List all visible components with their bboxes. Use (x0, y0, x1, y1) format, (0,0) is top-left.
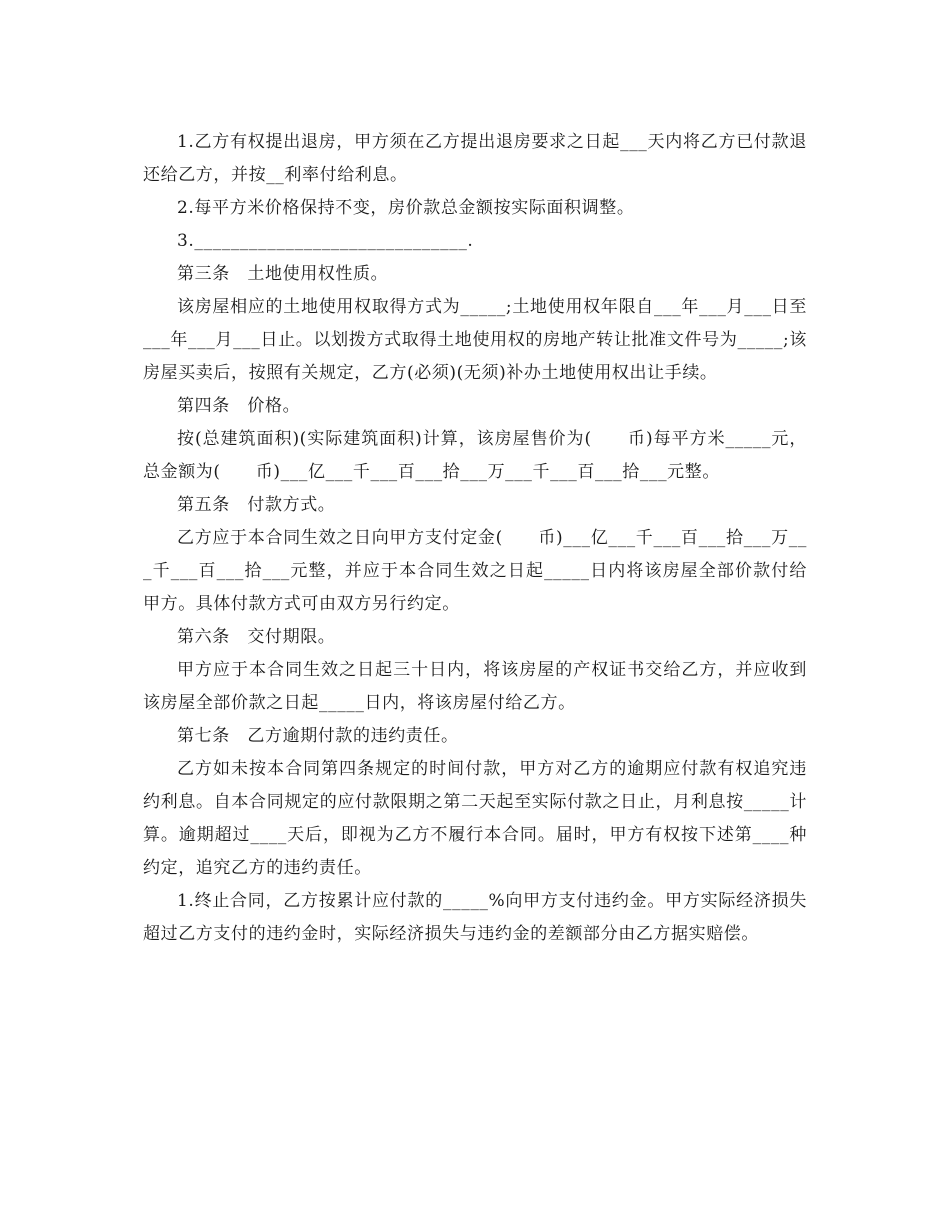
article-3-heading: 第三条 土地使用权性质。 (177, 264, 389, 284)
paragraph-price-unchanged: 2.每平方米价格保持不变，房价款总金额按实际面积调整。 (177, 198, 635, 218)
article-5-heading: 第五条 付款方式。 (177, 495, 336, 515)
paragraph-price: 按(总建筑面积)(实际建筑面积)计算，该房屋售价为( 币)每平方米_____元，总金额为( 币)___亿___千___百___拾___万___千___百___拾___元整。 (143, 429, 807, 482)
paragraph-delivery-period: 甲方应于本合同生效之日起三十日内，将该房屋的产权证书交给乙方，并应收到该房屋全部价款之日起_____日内，将该房屋付给乙方。 (143, 660, 807, 713)
contract-body (143, 126, 807, 951)
paragraph-terminate-contract: 1.终止合同，乙方按累计应付款的_____%向甲方支付违约金。甲方实际经济损失超过乙方支付的违约金时，实际经济损失与违约金的差额部分由乙方据实赔偿。 (143, 891, 807, 944)
article-6-heading: 第六条 交付期限。 (177, 627, 336, 647)
paragraph-land-use-right: 该房屋相应的土地使用权取得方式为_____;土地使用权年限自___年___月___日至___年___月___日止。以划拨方式取得土地使用权的房地产转让批准文件号为_____;该房屋买卖后，按照有关规定，乙方(必须)(无须)补办土地使用权出让手续。 (143, 297, 807, 383)
paragraph-late-payment: 乙方如未按本合同第四条规定的时间付款，甲方对乙方的逾期应付款有权追究违约利息。自本合同规定的应付款限期之第二天起至实际付款之日止，月利息按_____计算。逾期超过____天后，即视为乙方不履行本合同。届时，甲方有权按下述第____种约定，追究乙方的违约责任。 (143, 759, 807, 878)
paragraph-payment-method: 乙方应于本合同生效之日向甲方支付定金( 币)___亿___千___百___拾___万___千___百___拾___元整，并应于本合同生效之日起_____日内将该房屋全部价款付给甲方。具体付款方式可由双方另行约定。 (143, 528, 807, 614)
paragraph-item-3-blank: 3.______________________________. (177, 231, 474, 251)
paragraph-refund-clause: 1.乙方有权提出退房，甲方须在乙方提出退房要求之日起___天内将乙方已付款退还给乙方，并按__利率付给利息。 (143, 132, 807, 185)
article-7-heading: 第七条 乙方逾期付款的违约责任。 (177, 726, 459, 746)
article-4-heading: 第四条 价格。 (177, 396, 301, 416)
